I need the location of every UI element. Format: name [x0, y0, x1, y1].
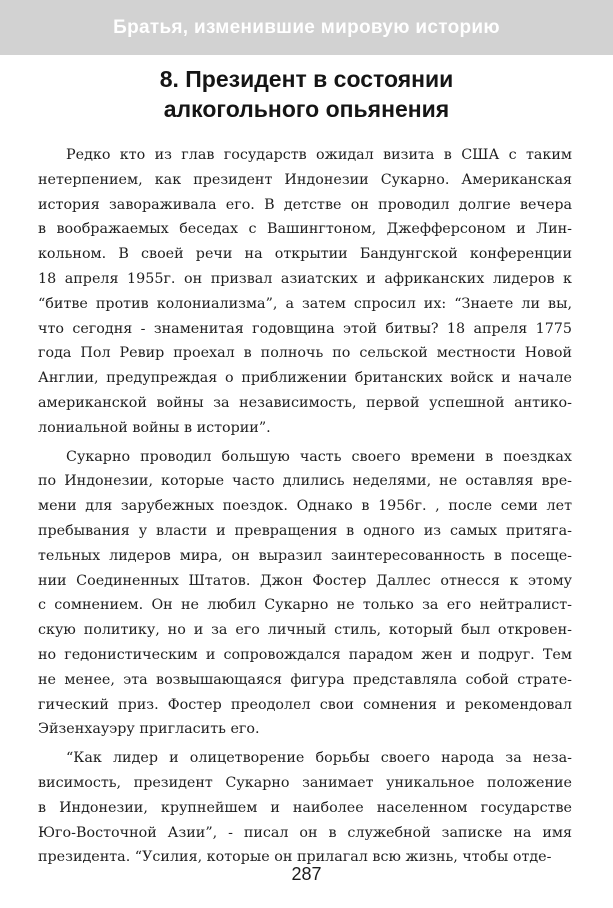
text-line: года Пол Ревир проехал в полночь по сельской местности Новой — [38, 345, 572, 362]
page-number: 287 — [291, 864, 322, 884]
text-line: тельных лидеров мира, он выразил заинтересованность в посеще- — [38, 547, 572, 564]
text-line: “Как лидер и олицетворение борьбы своего народа за неза- — [66, 750, 572, 767]
text-line: Эйзенхауэру пригласить его. — [38, 721, 260, 738]
text-line: 18 апреля 1955г. он призвал азиатских и африканских лидеров к — [38, 270, 572, 287]
text-line: Англии, предупреждая о приближении британских войск и начале — [38, 370, 572, 387]
text-line: Сукарно проводил большую часть своего времени в поездках — [66, 448, 572, 465]
text-line: нии Соединенных Штатов. Джон Фостер Даллес отнесся к этому — [38, 572, 572, 589]
body-text — [38, 143, 572, 870]
text-line: мени для зарубежных поездок. Однако в 1956г. , после семи лет — [38, 498, 572, 515]
paragraph — [38, 746, 572, 870]
text-line: скую политику, но и за его личный стиль, который был откровен- — [38, 622, 572, 639]
text-line: нетерпением, как президент Индонезии Сукарно. Американская — [38, 171, 572, 188]
text-line: история завораживала его. В детстве он проводил долгие вечера — [38, 196, 572, 213]
text-line: по Индонезии, которые часто длились неделями, не оставляя вре- — [38, 473, 572, 490]
text-line: Юго-Восточной Азии”, - писал он в служебной записке на имя — [38, 824, 572, 841]
text-line: в воображаемых беседах с Вашингтоном, Джефферсоном и Лин- — [38, 221, 572, 238]
paragraph — [38, 445, 572, 743]
text-line: не менее, эта возвышающаяся фигура представляла собой страте- — [38, 671, 572, 688]
text-line: президента. “Усилия, которые он прилагал всю жизнь, чтобы отде- — [38, 849, 552, 866]
text-line: висимость, президент Сукарно занимает уникальное положение — [38, 774, 572, 791]
text-line: пребывания у власти и превращения в одного из самых притяга- — [38, 522, 572, 539]
chapter-title-line-1: 8. Президент в состоянии — [159, 66, 454, 92]
text-line: Редко кто из глав государств ожидал визита в США с таким — [66, 147, 572, 163]
chapter-title — [40, 64, 573, 124]
text-line: что сегодня - знаменитая годовщина этой битвы? 18 апреля 1775 — [38, 320, 572, 337]
text-line: “битве против колониализма”, а затем спросил их: “Знаете ли вы, — [38, 295, 572, 312]
text-line: кольном. В своей речи на открытии Бандунгской конференции — [38, 246, 572, 263]
text-line: с сомнением. Он не любил Сукарно не только за его нейтралист- — [38, 597, 572, 614]
paragraph — [38, 143, 572, 441]
text-line: но гедонистическим и сопровождался парадом жен и подруг. Тем — [38, 646, 572, 663]
text-line: лониальной войны в истории”. — [38, 419, 271, 436]
text-line: гический приз. Фостер преодолел свои сомнения и рекомендовал — [38, 696, 572, 713]
text-line: американской войны за независимость, первой успешной антико- — [38, 394, 572, 411]
chapter-title-line-2: алкогольного опьянения — [163, 96, 450, 122]
text-line: в Индонезии, крупнейшем и наиболее населенном государстве — [38, 799, 572, 816]
running-header: Братья, изменившие мировую историю — [0, 0, 613, 55]
